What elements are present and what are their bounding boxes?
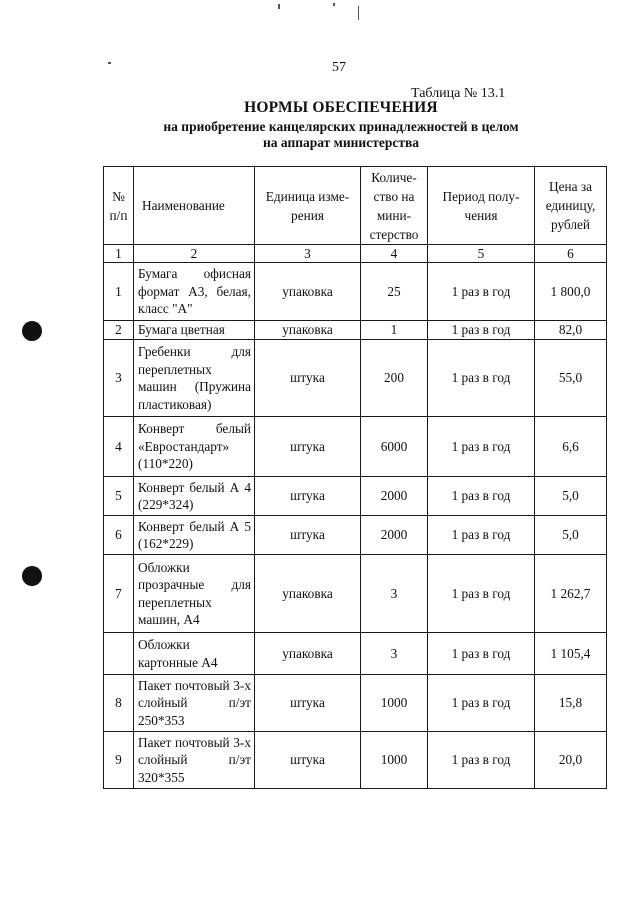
table-row bbox=[104, 732, 607, 789]
norms-table bbox=[103, 166, 607, 789]
row-price: 1 800,0 bbox=[535, 263, 607, 321]
row-period: 1 раз в год bbox=[428, 633, 535, 675]
row-qty: 200 bbox=[361, 340, 428, 417]
row-name: Обложки прозрачные для переплетных машин, А4 bbox=[134, 555, 255, 633]
row-period: 1 раз в год bbox=[428, 477, 535, 516]
row-name: Гребенки для переплетных машин (Пружина пластиковая) bbox=[134, 340, 255, 417]
header-unit: Единица изме-рения bbox=[255, 167, 361, 245]
row-price: 5,0 bbox=[535, 477, 607, 516]
row-period: 1 раз в год bbox=[428, 516, 535, 555]
row-num: 7 bbox=[104, 555, 134, 633]
row-name: Конверт белый А 5 (162*229) bbox=[134, 516, 255, 555]
row-unit: упаковка bbox=[255, 321, 361, 340]
row-num: 3 bbox=[104, 340, 134, 417]
row-period: 1 раз в год bbox=[428, 417, 535, 477]
row-qty: 2000 bbox=[361, 477, 428, 516]
column-number-row bbox=[104, 245, 607, 263]
row-price: 6,6 bbox=[535, 417, 607, 477]
row-num: 2 bbox=[104, 321, 134, 340]
row-unit: штука bbox=[255, 417, 361, 477]
row-num: 5 bbox=[104, 477, 134, 516]
row-unit: упаковка bbox=[255, 263, 361, 321]
row-price: 20,0 bbox=[535, 732, 607, 789]
header-num: № п/п bbox=[104, 167, 134, 245]
row-qty: 1000 bbox=[361, 675, 428, 732]
table-row bbox=[104, 477, 607, 516]
table-row bbox=[104, 321, 607, 340]
column-number: 2 bbox=[134, 245, 255, 263]
row-period: 1 раз в год bbox=[428, 340, 535, 417]
row-qty: 3 bbox=[361, 633, 428, 675]
row-qty: 1 bbox=[361, 321, 428, 340]
row-num: 1 bbox=[104, 263, 134, 321]
punch-hole bbox=[22, 321, 42, 341]
column-number: 4 bbox=[361, 245, 428, 263]
scan-mark bbox=[108, 62, 111, 64]
row-unit: упаковка bbox=[255, 555, 361, 633]
row-unit: штука bbox=[255, 516, 361, 555]
row-qty: 6000 bbox=[361, 417, 428, 477]
row-price: 55,0 bbox=[535, 340, 607, 417]
column-number: 3 bbox=[255, 245, 361, 263]
punch-hole bbox=[22, 566, 42, 586]
table-label: Таблица № 13.1 bbox=[411, 86, 506, 101]
header-qty: Количе-ство на мини-стерство bbox=[361, 167, 428, 245]
row-name: Пакет почтовый 3-х слойный п/эт 320*355 bbox=[134, 732, 255, 789]
row-price: 15,8 bbox=[535, 675, 607, 732]
row-num bbox=[104, 633, 134, 675]
row-period: 1 раз в год bbox=[428, 675, 535, 732]
row-period: 1 раз в год bbox=[428, 555, 535, 633]
row-num: 4 bbox=[104, 417, 134, 477]
document-subtitle-line-2: на аппарат министерства bbox=[262, 135, 419, 150]
row-period: 1 раз в год bbox=[428, 263, 535, 321]
row-unit: штука bbox=[255, 675, 361, 732]
column-number: 6 bbox=[535, 245, 607, 263]
row-period: 1 раз в год bbox=[428, 321, 535, 340]
table-row bbox=[104, 555, 607, 633]
row-qty: 2000 bbox=[361, 516, 428, 555]
document-title: НОРМЫ ОБЕСПЕЧЕНИЯ bbox=[244, 99, 438, 116]
row-num: 8 bbox=[104, 675, 134, 732]
table-row bbox=[104, 340, 607, 417]
page-number: 57 bbox=[332, 60, 346, 75]
table-row bbox=[104, 633, 607, 675]
header-name: Наименование bbox=[134, 167, 255, 245]
row-unit: штука bbox=[255, 732, 361, 789]
row-name: Пакет почтовый 3-х слойный п/эт 250*353 bbox=[134, 675, 255, 732]
header-row bbox=[104, 167, 607, 245]
row-period: 1 раз в год bbox=[428, 732, 535, 789]
row-qty: 25 bbox=[361, 263, 428, 321]
scan-mark bbox=[333, 3, 335, 6]
document-subtitle-line-1: на приобретение канцелярских принадлежностей в целом bbox=[163, 119, 519, 134]
row-name: Конверт белый А 4 (229*324) bbox=[134, 477, 255, 516]
row-name: Обложки картонные А4 bbox=[134, 633, 255, 675]
row-price: 5,0 bbox=[535, 516, 607, 555]
table-row bbox=[104, 516, 607, 555]
row-qty: 1000 bbox=[361, 732, 428, 789]
row-num: 6 bbox=[104, 516, 134, 555]
row-name: Бумага офисная формат А3, белая, класс "А" bbox=[134, 263, 255, 321]
row-unit: штука bbox=[255, 477, 361, 516]
row-price: 1 105,4 bbox=[535, 633, 607, 675]
table-row bbox=[104, 675, 607, 732]
scan-mark bbox=[358, 6, 359, 20]
column-number: 5 bbox=[428, 245, 535, 263]
row-name: Конверт белый «Евростандарт» (110*220) bbox=[134, 417, 255, 477]
row-unit: штука bbox=[255, 340, 361, 417]
row-price: 1 262,7 bbox=[535, 555, 607, 633]
row-price: 82,0 bbox=[535, 321, 607, 340]
header-period: Период полу-чения bbox=[428, 167, 535, 245]
scan-mark bbox=[278, 4, 280, 9]
table-row bbox=[104, 263, 607, 321]
header-price: Цена за единицу, рублей bbox=[535, 167, 607, 245]
row-num: 9 bbox=[104, 732, 134, 789]
row-name: Бумага цветная bbox=[134, 321, 255, 340]
column-number: 1 bbox=[104, 245, 134, 263]
row-qty: 3 bbox=[361, 555, 428, 633]
row-unit: упаковка bbox=[255, 633, 361, 675]
table-row bbox=[104, 417, 607, 477]
